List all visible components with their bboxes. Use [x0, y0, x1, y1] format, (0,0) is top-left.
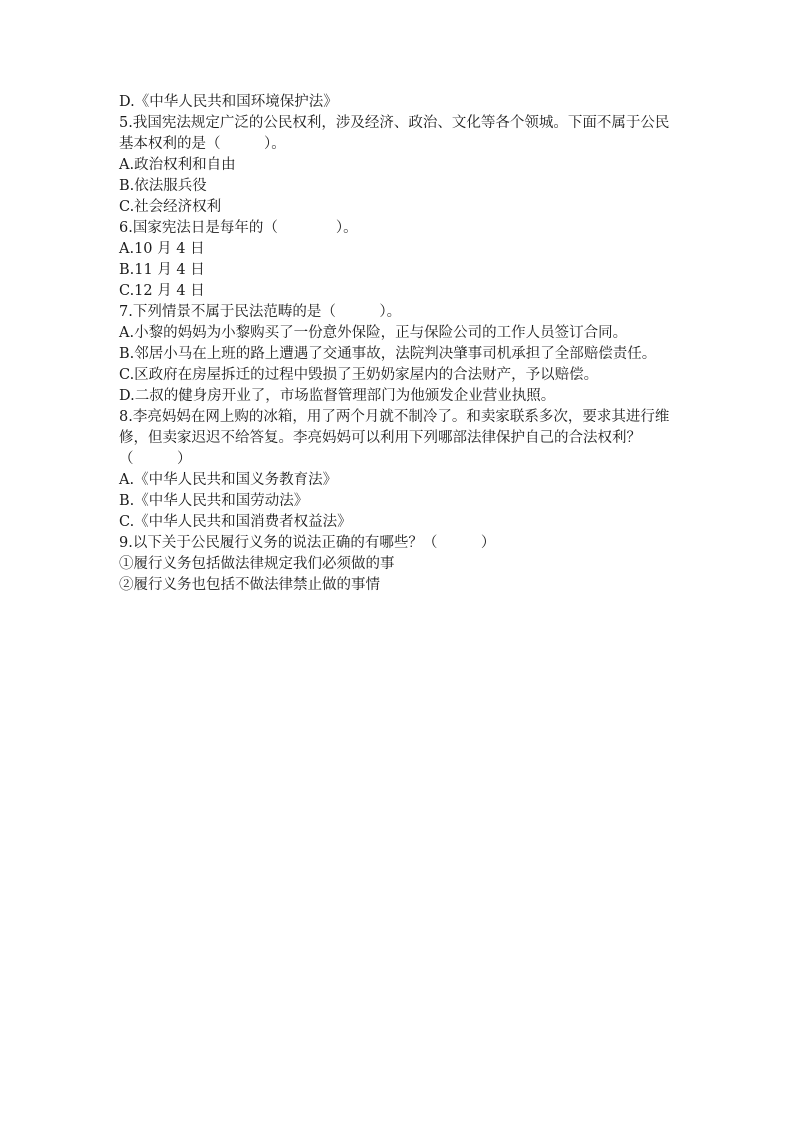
option-b-q6: B.11 月 4 日 — [119, 262, 205, 278]
question-5: 5.我国宪法规定广泛的公民权利，涉及经济、政治、文化等各个领城。下面不属于公民基本权利的是（ ）。 — [119, 115, 670, 152]
option-d-q7: D.二叔的健身房开业了，市场监督管理部门为他颁发企业营业执照。 — [119, 388, 556, 404]
document-page — [119, 92, 679, 596]
question-7: 7.下列情景不属于民法范畴的是（ ）。 — [119, 304, 402, 320]
question-8: 8.李亮妈妈在网上购的冰箱，用了两个月就不制冷了。和卖家联系多次，要求其进行维修，但卖家迟迟不给答复。李亮妈妈可以利用下列哪部法律保护自己的合法权利？（ ） — [119, 409, 670, 467]
option-b-q8: B.《中华人民共和国劳动法》 — [119, 493, 309, 509]
option-a-q6: A.10 月 4 日 — [119, 241, 205, 257]
option-c-q8: C.《中华人民共和国消费者权益法》 — [119, 514, 352, 530]
option-b-q7: B.邻居小马在上班的路上遭遇了交通事故，法院判决肇事司机承担了全部赔偿责任。 — [119, 346, 657, 362]
option-a-q5: A.政治权利和自由 — [119, 157, 236, 173]
option-c-q5: C.社会经济权利 — [119, 199, 222, 215]
option-d-q4: D.《中华人民共和国环境保护法》 — [119, 94, 338, 110]
option-b-q5: B.依法服兵役 — [119, 178, 207, 194]
question-9: 9.以下关于公民履行义务的说法正确的有哪些？（ ） — [119, 535, 496, 551]
option-a-q8: A.《中华人民共和国义务教育法》 — [119, 472, 338, 488]
option-c-q6: C.12 月 4 日 — [119, 283, 205, 299]
statement-2-q9: ②履行义务也包括不做法律禁止做的事情 — [119, 577, 380, 593]
question-6: 6.国家宪法日是每年的（ ）。 — [119, 220, 358, 236]
option-c-q7: C.区政府在房屋拆迁的过程中毁损了王奶奶家屋内的合法财产，予以赔偿。 — [119, 367, 599, 383]
statement-1-q9: ①履行义务包括做法律规定我们必须做的事 — [119, 556, 395, 572]
option-a-q7: A.小黎的妈妈为小黎购买了一份意外保险，正与保险公司的工作人员签订合同。 — [119, 325, 628, 341]
